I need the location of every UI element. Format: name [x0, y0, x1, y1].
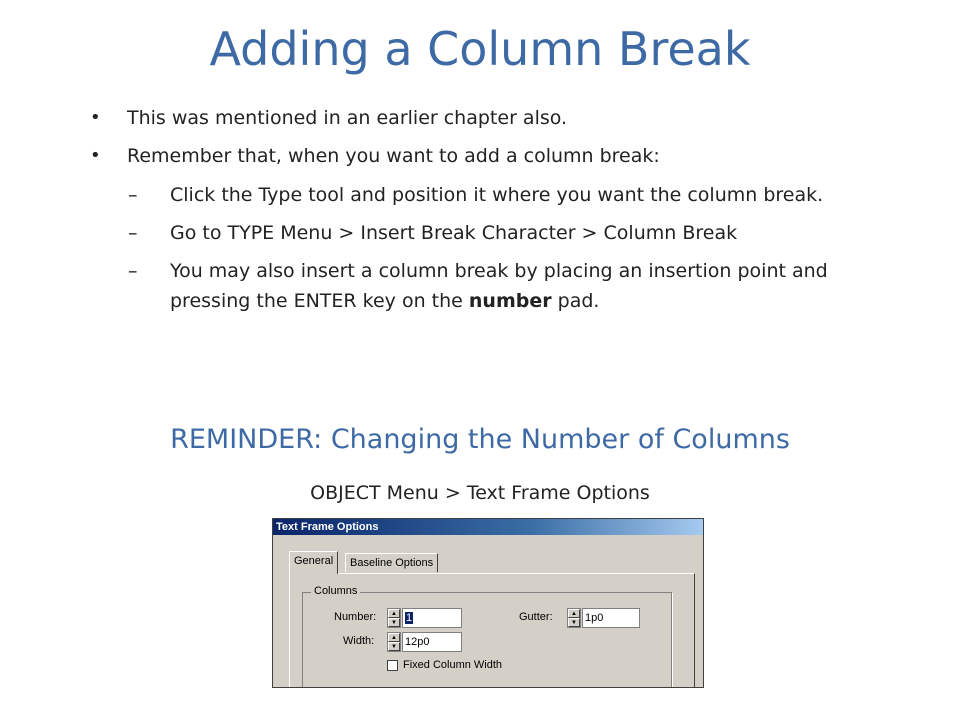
- width-label: Width:: [343, 635, 375, 647]
- gutter-stepper[interactable]: [567, 608, 581, 628]
- stepper-up-icon[interactable]: ▲: [388, 609, 400, 618]
- text-frame-options-dialog: [272, 518, 704, 688]
- stepper-down-icon[interactable]: ▼: [388, 618, 400, 627]
- columns-group-label: Columns: [311, 585, 360, 597]
- sub-bullet-text: Click the Type tool and position it where you want the column break.: [170, 184, 824, 206]
- sub-bullet-item: [90, 180, 890, 210]
- sub-bullet-item: [90, 256, 890, 316]
- object-menu-path: OBJECT Menu > Text Frame Options: [310, 482, 650, 504]
- sub-bullet-text-end: pad.: [551, 290, 600, 312]
- number-value: 1: [406, 612, 413, 624]
- reminder-heading: REMINDER: Changing the Number of Columns: [170, 424, 790, 455]
- stepper-down-icon[interactable]: ▼: [388, 642, 400, 651]
- sub-bullet-text-start: You may also insert a column break by placing an insertion point and pressing the ENTER key on the: [170, 260, 828, 312]
- fixed-column-width-checkbox[interactable]: [387, 660, 398, 671]
- dialog-titlebar[interactable]: Text Frame Options: [273, 519, 703, 535]
- bullet-item: [90, 142, 890, 170]
- sub-bullet-text: Go to TYPE Menu > Insert Break Character > Column Break: [170, 222, 738, 244]
- bullet-list: [90, 104, 890, 324]
- columns-group: [302, 585, 672, 688]
- tab-baseline-options[interactable]: Baseline Options: [345, 553, 438, 572]
- bullet-item: [90, 104, 890, 132]
- bullet-text: Remember that, when you want to add a column break:: [127, 145, 660, 167]
- stepper-up-icon[interactable]: ▲: [568, 609, 580, 618]
- width-input[interactable]: 12p0: [402, 632, 462, 652]
- sub-bullet-bold: number: [468, 290, 552, 312]
- number-stepper[interactable]: [387, 608, 401, 628]
- stepper-up-icon[interactable]: ▲: [388, 633, 400, 642]
- width-stepper[interactable]: [387, 632, 401, 652]
- fixed-column-width-label[interactable]: Fixed Column Width: [403, 659, 503, 671]
- bullet-marker: •: [90, 145, 101, 166]
- stepper-down-icon[interactable]: ▼: [568, 618, 580, 627]
- dash-marker: –: [128, 184, 138, 206]
- tab-general[interactable]: General: [289, 551, 338, 574]
- gutter-input[interactable]: 1p0: [582, 608, 640, 628]
- gutter-label: Gutter:: [519, 611, 553, 623]
- bullet-marker: •: [90, 107, 101, 128]
- number-input[interactable]: [402, 608, 462, 628]
- dash-marker: –: [128, 222, 138, 244]
- bullet-text: This was mentioned in an earlier chapter also.: [127, 107, 568, 129]
- tab-panel: [289, 573, 695, 688]
- dash-marker: –: [128, 260, 138, 282]
- number-label: Number:: [334, 611, 377, 623]
- slide-title: Adding a Column Break: [209, 22, 751, 76]
- sub-bullet-item: [90, 218, 890, 248]
